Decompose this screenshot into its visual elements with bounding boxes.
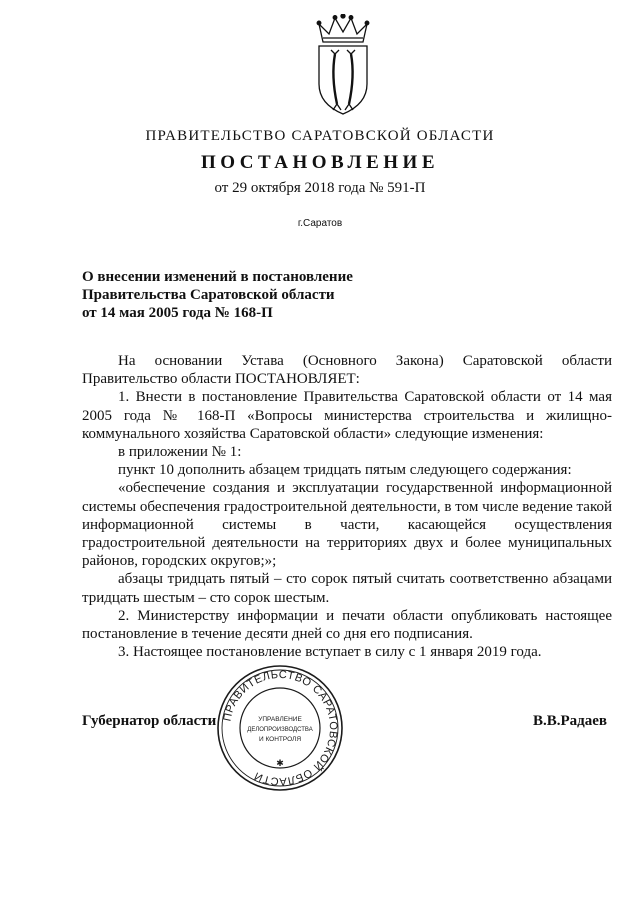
coat-of-arms-icon xyxy=(313,14,373,116)
subject-line: О внесении изменений в постановление xyxy=(82,269,353,285)
document-date-number: от 29 октября 2018 года № 591-П xyxy=(214,180,426,196)
paragraph-preamble: На основании Устава (Основного Закона) Саратовской области Правительство области ПОСТАНОВЛЯЕТ: xyxy=(82,353,612,388)
paragraph-renumber: абзацы тридцать пятый – сто сорок пятый считать соответственно абзацами тридцать шестым – сто сорок шестым. xyxy=(82,571,612,606)
document-subject xyxy=(82,268,353,322)
document-body xyxy=(82,352,612,661)
svg-text:✱: ✱ xyxy=(276,758,284,768)
stamp-center-line: И КОНТРОЛЯ xyxy=(258,736,302,743)
document-place: г.Саратов xyxy=(297,218,343,229)
stamp-ring-text: ПРАВИТЕЛЬСТВО САРАТОВСКОЙ ОБЛАСТИ xyxy=(221,668,340,788)
subject-line: от 14 мая 2005 года № 168-П xyxy=(82,305,273,321)
paragraph-item-2: 2. Министерству информации и печати области опубликовать настоящее постановление в течение десяти дней со дня его подписания. xyxy=(82,607,612,643)
paragraph-appendix: в приложении № 1: xyxy=(118,444,242,461)
signatory-name: В.В.Радаев xyxy=(533,713,608,729)
stamp-center-line: УПРАВЛЕНИЕ xyxy=(258,716,302,723)
stamp-center-line: ДЕЛОПРОИЗВОДСТВА xyxy=(247,727,313,733)
official-stamp xyxy=(215,663,345,793)
paragraph-point-10: пункт 10 дополнить абзацем тридцать пятым следующего содержания: xyxy=(118,462,572,479)
paragraph-quote: «обеспечение создания и эксплуатации государственной информационной системы обеспечения градостроительной деятельности, в том числе ведение такой информационной системы в части, касающейся осуществления градостроительной деятельности на территориях двух и более муниципальных районов, городских округов;»; xyxy=(82,480,612,570)
paragraph-item-3: 3. Настоящее постановление вступает в силу с 1 января 2019 года. xyxy=(118,644,542,661)
paragraph-item-1: 1. Внести в постановление Правительства Саратовской области от 14 мая 2005 года № 168-П «Вопросы министерства строительства и жилищно-коммунального хозяйства Саратовской области» следующие изменения: xyxy=(82,389,612,442)
signatory-title: Губернатор области xyxy=(82,713,217,729)
organization-name: ПРАВИТЕЛЬСТВО САРАТОВСКОЙ ОБЛАСТИ xyxy=(145,128,495,144)
document-type: ПОСТАНОВЛЕНИЕ xyxy=(200,152,440,173)
subject-line: Правительства Саратовской области xyxy=(82,287,335,303)
